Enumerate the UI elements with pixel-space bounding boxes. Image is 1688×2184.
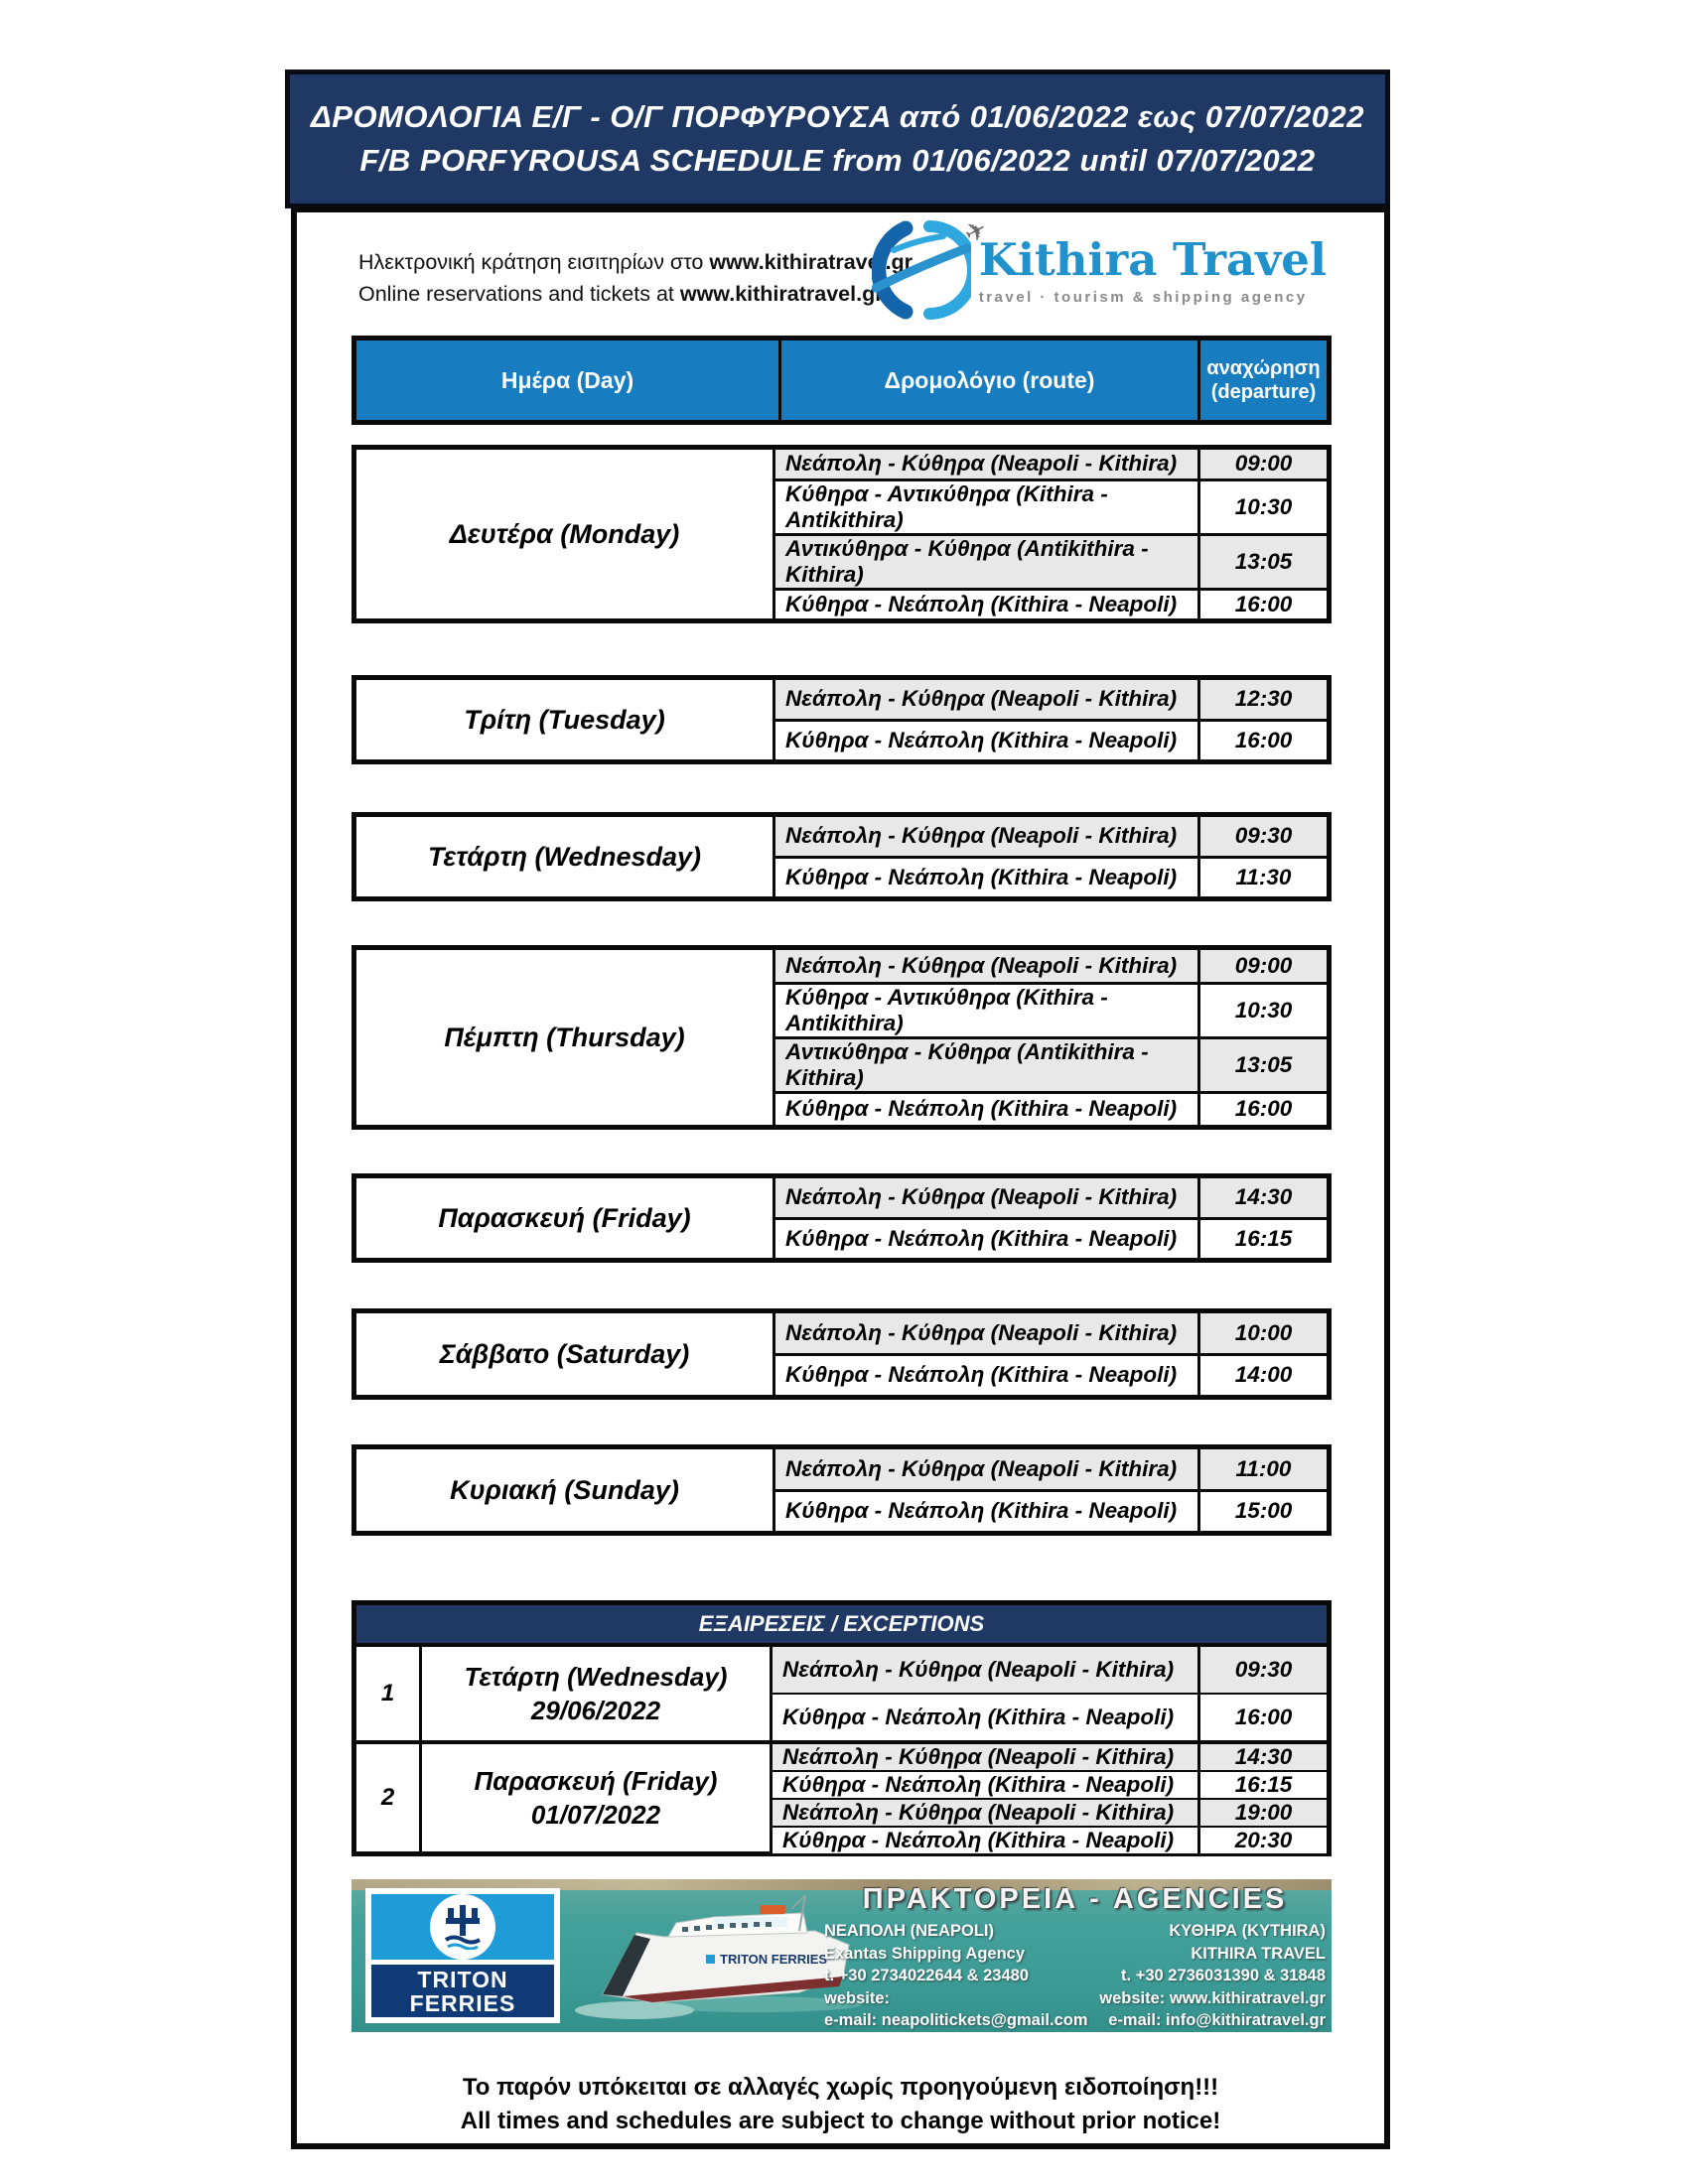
departure-time: 19:00 [1197,1800,1327,1826]
agency-neapoli [824,1920,1088,2032]
route-label: Νεάπολη - Κύθηρα (Neapoli - Kithira) [785,1184,1178,1210]
departure-time: 10:30 [1197,985,1327,1036]
agencies-columns [824,1920,1326,2032]
day-routes [775,1313,1327,1395]
route-label: Νεάπολη - Κύθηρα (Neapoli - Kithira) [782,1657,1175,1682]
trident-icon [430,1894,495,1960]
globe-icon [872,212,993,320]
logo-name: Kithira Travel [978,232,1327,286]
header-day: Ημέρα (Day) [500,366,634,393]
route-label: Κύθηρα - Νεάπολη (Kithira - Neapoli) [785,1096,1178,1122]
route-label: Κύθηρα - Νεάπολη (Kithira - Neapoli) [785,864,1178,889]
schedule-row [775,1492,1327,1532]
logo-tagline: travel · tourism & shipping agency [978,288,1308,306]
agency-phone: t. +30 2736031390 & 31848 [1121,1967,1326,1984]
logo-text [978,232,1327,306]
triton-emblem-panel [371,1894,554,1960]
disclaimer-english: All times and schedules are subject to change without prior notice! [460,2108,1221,2134]
agency-website: website: www.kithiratravel.gr [1099,1988,1326,2007]
reservations-url: www.kithiratravel.gr [679,282,884,306]
route-label: Νεάπολη - Κύθηρα (Neapoli - Kithira) [785,1319,1178,1345]
route-label: Κύθηρα - Νεάπολη (Kithira - Neapoli) [785,1225,1178,1251]
schedule-row [775,859,1327,897]
route-label: Νεάπολη - Κύθηρα (Neapoli - Kithira) [785,451,1178,477]
exception-date: 29/06/2022 [530,1696,661,1725]
disclaimer-greek: Το παρόν υπόκειται σε αλλαγές χωρίς προηγούμενη ειδοποίηση!!! [462,2074,1219,2101]
reservations-text: Ηλεκτρονική κράτηση εισιτηρίων στο [358,250,710,274]
exception-number: 1 [356,1647,422,1740]
schedule-row [773,1772,1327,1800]
triton-ferries-logo [365,1888,560,2023]
agency-port: ΝΕΑΠΟΛΗ (NEAPOLI) [824,1922,994,1940]
departure-time: 13:05 [1197,536,1327,588]
agency-email: e-mail: info@kithiratravel.gr [1108,2011,1326,2029]
schedule-row [775,722,1327,760]
route-label: Κύθηρα - Νεάπολη (Kithira - Neapoli) [785,591,1178,616]
schedule-row [773,1800,1327,1828]
day-block-1 [352,445,1332,623]
schedule-row [775,950,1327,985]
schedule-row [775,1178,1327,1220]
triton-word-2: FERRIES [409,1989,516,2016]
content-box [291,206,1390,2149]
reservations-line-english [358,278,913,310]
schedule-row [775,1039,1327,1094]
schedule-row [775,1449,1327,1492]
departure-time: 11:30 [1197,859,1327,897]
route-label: Νεάπολη - Κύθηρα (Neapoli - Kithira) [785,686,1178,712]
schedule-row [775,1220,1327,1259]
exception-date: 01/07/2022 [530,1800,661,1830]
agency-phone: t. +30 2734022644 & 23480 [824,1967,1029,1984]
title-line-english: F/B PORFYROUSA SCHEDULE from 01/06/2022 until 07/07/2022 [359,143,1316,178]
reservations-url: www.kithiratravel.gr [709,250,914,274]
agency-website: website: [824,1988,891,2007]
day-routes [775,1178,1327,1258]
departure-time: 16:00 [1197,591,1327,619]
departure-time: 16:00 [1197,1094,1327,1126]
reservations-line-greek [358,246,913,278]
departure-time: 16:00 [1197,722,1327,760]
agencies-title: ΠΡΑΚΤΟΡΕΙΑ - AGENCIES [862,1883,1288,1915]
route-label: Νεάπολη - Κύθηρα (Neapoli - Kithira) [782,1800,1175,1825]
agencies-photo-banner [352,1879,1332,2032]
day-label: Πέμπτη (Thursday) [356,950,775,1125]
route-label: Κύθηρα - Αντικύθηρα (Kithira - Antikithira) [785,984,1108,1035]
triton-wordmark [371,1965,554,2017]
schedule-row [775,985,1327,1039]
title-line-greek: ΔΡΟΜΟΛΟΓΙΑ Ε/Γ - Ο/Γ ΠΟΡΦΥΡΟΥΣΑ από 01/06/2022 εως 07/07/2022 [310,99,1364,134]
kithira-travel-logo [872,212,1327,320]
agency-name: Exantas Shipping Agency [824,1944,1026,1963]
day-block-4 [352,945,1332,1130]
agency-name: KITHIRA TRAVEL [1191,1944,1326,1963]
route-label: Κύθηρα - Νεάπολη (Kithira - Neapoli) [785,1362,1178,1388]
schedule-header-row [352,336,1332,425]
day-label: Σάββατο (Saturday) [356,1313,775,1395]
schedule-row [773,1744,1327,1772]
exception-item-2 [356,1740,1327,1851]
exception-number: 2 [356,1744,422,1851]
departure-time: 12:30 [1197,680,1327,719]
exception-day-label: Τετάρτη (Wednesday) [464,1662,728,1692]
departure-time: 10:00 [1197,1313,1327,1353]
departure-time: 15:00 [1197,1492,1327,1532]
departure-time: 09:30 [1197,1647,1327,1693]
schedule-row [775,450,1327,481]
day-routes [775,950,1327,1125]
departure-time: 14:30 [1197,1744,1327,1770]
disclaimer [297,2071,1384,2138]
departure-time: 16:00 [1197,1695,1327,1740]
schedule-row [773,1695,1327,1740]
route-label: Κύθηρα - Νεάπολη (Kithira - Neapoli) [782,1772,1175,1797]
day-routes [775,680,1327,759]
schedule-row [775,536,1327,591]
exceptions-title: ΕΞΑΙΡΕΣΕΙΣ / EXCEPTIONS [356,1605,1327,1647]
route-label: Κύθηρα - Αντικύθηρα (Kithira - Antikithira) [785,480,1108,532]
reservations-text: Online reservations and tickets at [358,282,680,306]
departure-time: 09:00 [1197,950,1327,982]
exception-item-1 [356,1647,1327,1740]
departure-time: 13:05 [1197,1039,1327,1091]
header-departure: αναχώρηση (departure) [1197,341,1327,420]
day-block-7 [352,1444,1332,1536]
exception-routes [773,1744,1327,1851]
route-label: Κύθηρα - Νεάπολη (Kithira - Neapoli) [785,1498,1178,1524]
schedule-row [775,1313,1327,1356]
ship-hull-label: TRITON FERRIES [720,1952,828,1967]
exception-day-label: Παρασκευή (Friday) [474,1766,718,1796]
exceptions-table [352,1600,1332,1856]
route-label: Κύθηρα - Νεάπολη (Kithira - Neapoli) [782,1705,1175,1729]
day-label: Παρασκευή (Friday) [356,1178,775,1258]
day-block-6 [352,1308,1332,1400]
agency-email: e-mail: neapolitickets@gmail.com [824,2011,1088,2029]
route-label: Αντικύθηρα - Κύθηρα (Antikithira - Kithira) [785,535,1149,587]
schedule-row [775,481,1327,536]
departure-time: 09:30 [1197,817,1327,856]
triton-word-1: TRITON [417,1966,508,1992]
reservations-note [358,246,913,310]
header-route: Δρομολόγιο (route) [778,341,1197,420]
schedule-row [773,1647,1327,1695]
route-label: Νεάπολη - Κύθηρα (Neapoli - Kithira) [785,823,1178,849]
agencies-info [824,1883,1326,2032]
route-label: Νεάπολη - Κύθηρα (Neapoli - Kithira) [785,952,1178,978]
day-block-2 [352,675,1332,764]
schedule-row [775,1356,1327,1396]
schedule-row [775,591,1327,619]
plane-icon: ✈ [958,212,993,250]
departure-time: 11:00 [1197,1449,1327,1489]
schedule-row [775,1094,1327,1126]
departure-time: 10:30 [1197,481,1327,533]
ferry-ship-photo [565,1893,863,2027]
exceptions-items [356,1647,1327,1851]
agency-kythira [1099,1920,1326,2032]
exception-routes [773,1647,1327,1740]
route-label: Κύθηρα - Νεάπολη (Kithira - Neapoli) [785,727,1178,752]
day-label: Τετάρτη (Wednesday) [356,817,775,896]
exception-day [422,1744,773,1851]
exception-day [422,1647,773,1740]
route-label: Αντικύθηρα - Κύθηρα (Antikithira - Kithira) [785,1038,1149,1090]
schedule-row [775,817,1327,859]
day-block-3 [352,812,1332,901]
agency-port: ΚΥΘΗΡΑ (KYTHIRA) [1169,1922,1326,1940]
route-label: Κύθηρα - Νεάπολη (Kithira - Neapoli) [782,1828,1175,1852]
route-label: Νεάπολη - Κύθηρα (Neapoli - Kithira) [782,1744,1175,1769]
departure-time: 16:15 [1197,1772,1327,1798]
departure-time: 09:00 [1197,450,1327,478]
schedule-row [773,1828,1327,1853]
departure-time: 20:30 [1197,1828,1327,1853]
day-routes [775,1449,1327,1531]
title-banner [285,69,1390,208]
departure-time: 14:30 [1197,1178,1327,1217]
route-label: Νεάπολη - Κύθηρα (Neapoli - Kithira) [785,1455,1178,1481]
day-label: Δευτέρα (Monday) [356,450,775,618]
schedule-row [775,680,1327,722]
day-label: Τρίτη (Tuesday) [356,680,775,759]
day-routes [775,450,1327,618]
day-label: Κυριακή (Sunday) [356,1449,775,1531]
day-block-5 [352,1173,1332,1263]
departure-time: 16:15 [1197,1220,1327,1259]
day-routes [775,817,1327,896]
departure-time: 14:00 [1197,1356,1327,1396]
